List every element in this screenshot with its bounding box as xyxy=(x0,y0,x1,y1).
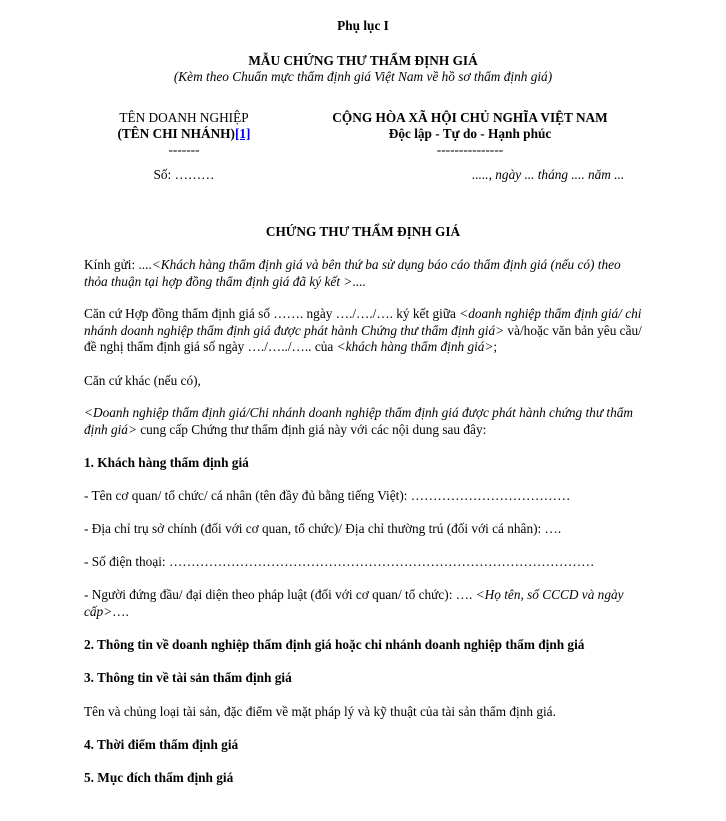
section-4-heading: 4. Thời điểm thẩm định giá xyxy=(84,737,239,752)
recipient-paragraph xyxy=(84,257,644,290)
right-divider: --------------- xyxy=(436,142,504,157)
other-basis: Căn cứ khác (nếu có), xyxy=(84,373,201,388)
contract-client: <khách hàng thẩm định giá> xyxy=(336,339,494,354)
document-number: Số: ……… xyxy=(153,167,215,182)
form-subtitle: (Kèm theo Chuẩn mực thẩm định giá Việt Nam về hồ sơ thẩm định giá) xyxy=(173,69,553,84)
provider-text: cung cấp Chứng thư thẩm định giá này với các nội dung sau đây: xyxy=(136,421,487,437)
national-motto: Độc lập - Tự do - Hạnh phúc xyxy=(388,126,552,141)
contract-basis-paragraph xyxy=(84,306,644,356)
section-5-heading: 5. Mục đích thẩm định giá xyxy=(84,770,234,785)
provider-name: <Doanh nghiệp thẩm định giá/Chi nhánh doanh nghiệp thẩm định giá được phát hành chứng thư thẩm định giá> xyxy=(84,405,633,437)
contract-basis-text: Căn cứ Hợp đồng thẩm định giá số ……. ngày …./…./…. ký kết giữa xyxy=(84,306,460,321)
representative-details: <Họ tên, số CCCD và ngày cấp> xyxy=(84,587,624,619)
representative-end: …. xyxy=(112,603,129,619)
branch-name xyxy=(84,126,284,143)
form-title: MẪU CHỨNG THƯ THẨM ĐỊNH GIÁ xyxy=(248,53,478,68)
issue-date: ....., ngày ... tháng .... năm ... xyxy=(472,167,625,182)
recipient-suffix: .... xyxy=(352,273,366,289)
contract-end: ; xyxy=(493,339,498,354)
section-2-heading: 2. Thông tin về doanh nghiệp thẩm định giá hoặc chi nhánh doanh nghiệp thẩm định giá xyxy=(84,637,585,652)
contract-request-text: và/hoặc văn bản yêu cầu/ đề nghị thẩm định giá số ngày …./…../….. của xyxy=(84,322,642,354)
client-representative-paragraph xyxy=(84,587,644,620)
recipient-prefix: Kính gửi: .... xyxy=(84,257,152,272)
client-address-line: - Địa chỉ trụ sở chính (đối với cơ quan, tổ chức)/ Địa chỉ thường trú (đối với cá nhân): …. xyxy=(84,521,562,536)
section-1-heading: 1. Khách hàng thẩm định giá xyxy=(84,455,249,470)
company-name: TÊN DOANH NGHIỆP xyxy=(119,110,249,125)
contract-party: <doanh nghiệp thẩm định giá/ chi nhánh doanh nghiệp thẩm định giá được phát hành Chứng thư thẩm định giá> xyxy=(84,306,642,338)
provider-paragraph xyxy=(84,405,644,438)
client-phone-line: - Số điện thoại: …………………………………………………………………………………… xyxy=(84,554,595,569)
national-title: CỘNG HÒA XÃ HỘI CHỦ NGHĨA VIỆT NAM xyxy=(332,110,608,125)
appendix-label: Phụ lục I xyxy=(337,18,389,33)
section-3-heading: 3. Thông tin về tài sản thẩm định giá xyxy=(84,670,292,685)
section-3-body: Tên và chủng loại tài sản, đặc điểm về mặt pháp lý và kỹ thuật của tài sản thẩm định giá. xyxy=(84,704,556,719)
representative-text: - Người đứng đầu/ đại diện theo pháp luật (đối với cơ quan/ tổ chức): …. xyxy=(84,587,476,602)
footnote-link[interactable]: [1] xyxy=(234,126,251,141)
left-divider: ------- xyxy=(168,142,200,157)
client-name-line: - Tên cơ quan/ tổ chức/ cá nhân (tên đầy đủ bằng tiếng Việt): ……………………………… xyxy=(84,488,571,503)
document-title: CHỨNG THƯ THẨM ĐỊNH GIÁ xyxy=(265,224,461,239)
recipient-description: <Khách hàng thẩm định giá và bên thứ ba sử dụng báo cáo thẩm định giá (nếu có) theo thỏa thuận tại hợp đồng thẩm định giá đã ký kết > xyxy=(84,257,621,289)
branch-name-text: (TÊN CHI NHÁNH) xyxy=(117,126,235,141)
